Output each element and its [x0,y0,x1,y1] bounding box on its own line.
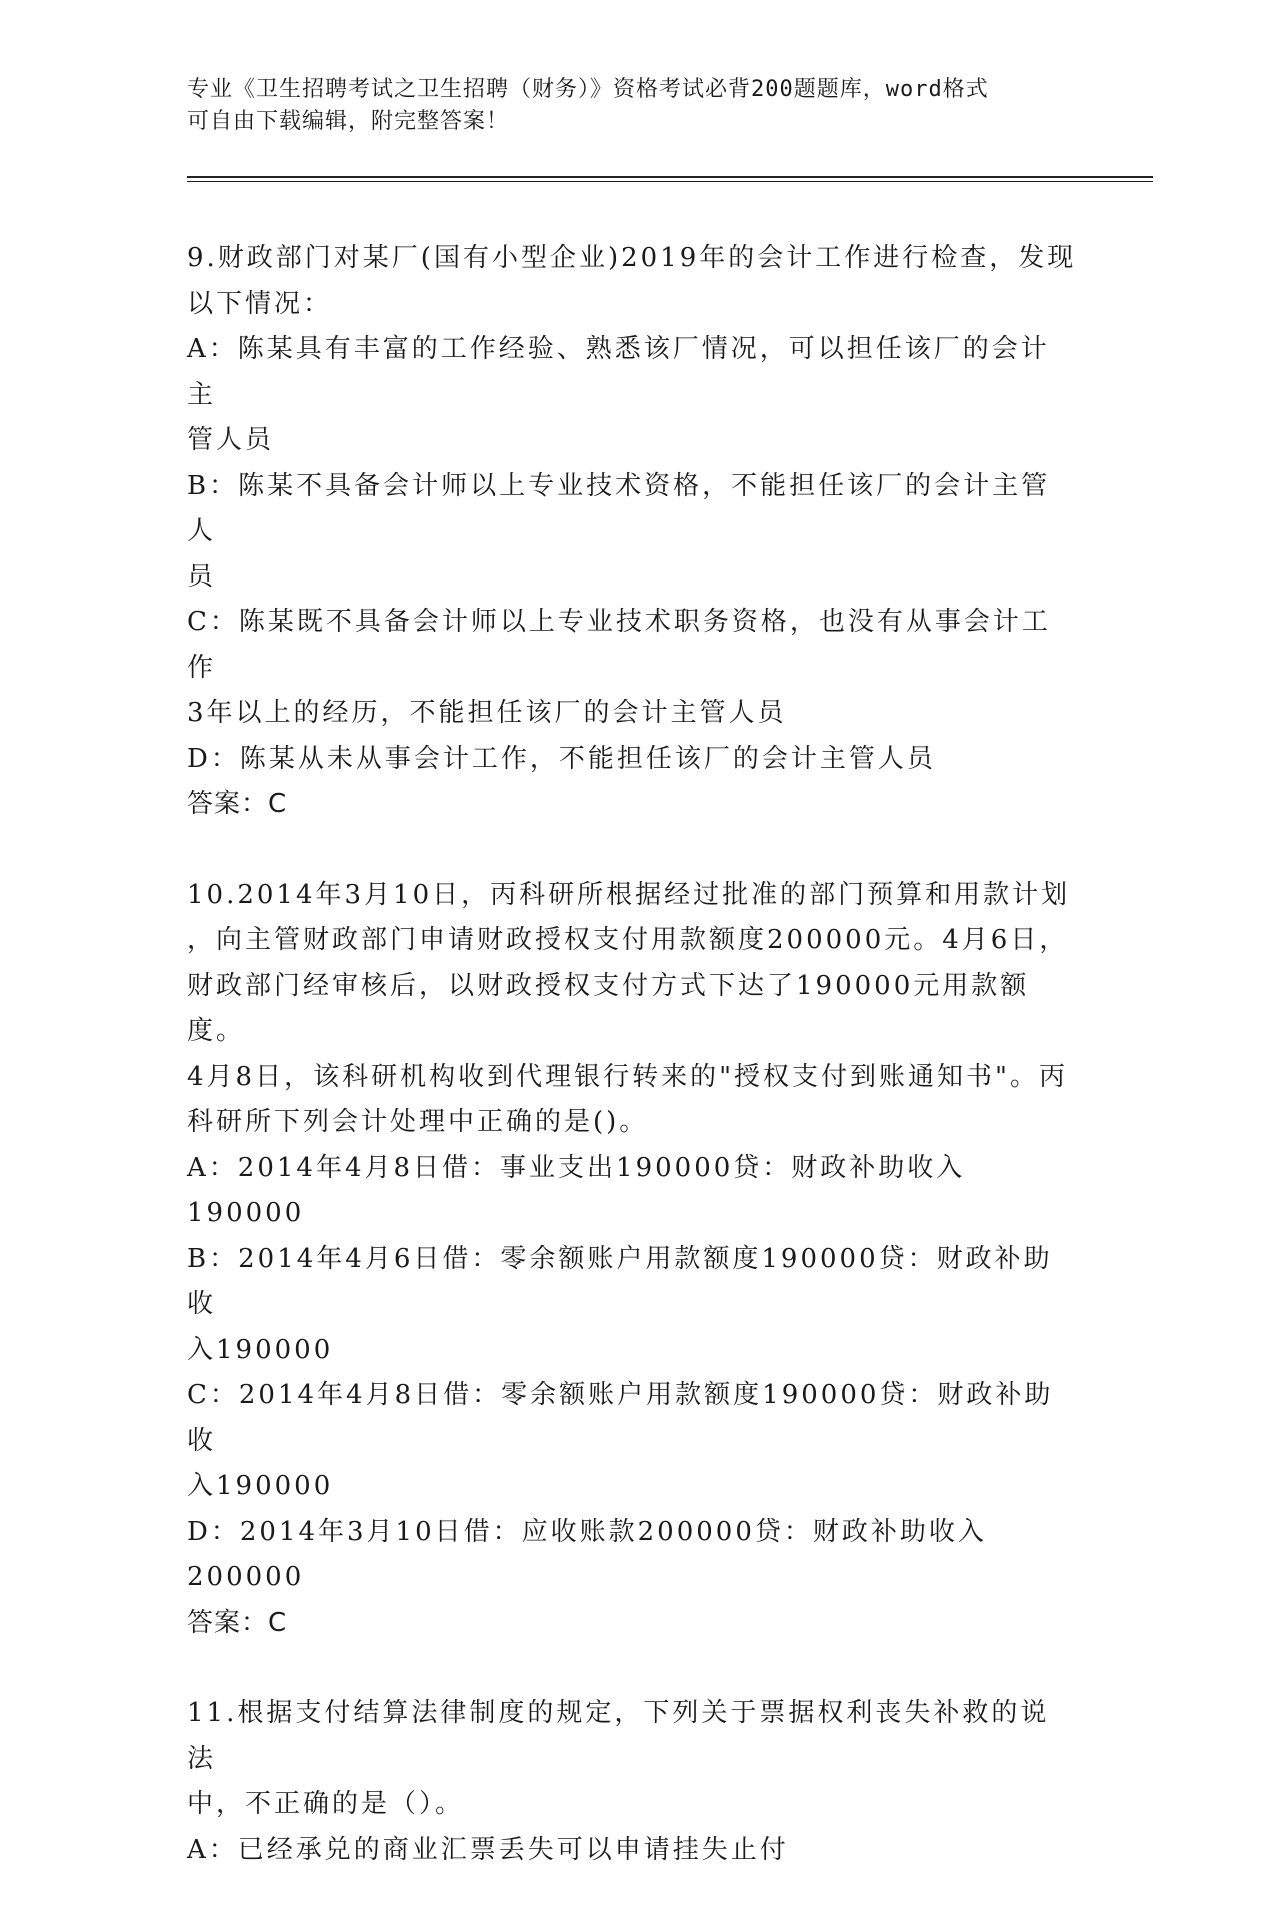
option-c: C：2014年4月8日借：零余额账户用款额度190000贷：财政补助收 [187,1380,1054,1456]
option-b-continued: 员 [187,561,217,592]
option-a: A：已经承兑的商业汇票丢失可以申请挂失止付 [187,1834,789,1865]
option-c: C：陈某既不具备会计师以上专业技术职务资格，也没有从事会计工作 [187,607,1051,683]
question-text: 中，不正确的是（）。 [187,1789,465,1819]
option-b: B：陈某不具备会计师以上专业技术资格，不能担任该厂的会计主管人 [187,470,1051,546]
question-text: ，向主管财政部门申请财政授权支付用款额度200000元。4月6日， [187,925,1069,955]
question-text: 财政部门经审核后，以财政授权支付方式下达了190000元用款额度。 [187,970,1030,1046]
question-10 [187,873,1077,1647]
question-text: 11.根据支付结算法律制度的规定，下列关于票据权利丧失补救的说法 [187,1698,1050,1774]
header-divider-thick [187,176,1153,178]
option-d: D：2014年3月10日借：应收账款200000贷：财政补助收入200000 [187,1516,987,1592]
question-text: 9.财政部门对某厂(国有小型企业)2019年的会计工作进行检查，发现 [187,243,1077,273]
question-9 [187,236,1077,828]
question-text: 科研所下列会计处理中正确的是()。 [187,1107,649,1137]
question-text: 10.2014年3月10日，丙科研所根据经过批准的部门预算和用款计划 [187,879,1071,910]
header-line-1: 专业《卫生招聘考试之卫生招聘（财务）》资格考试必背200题题库，word格式 [187,77,989,102]
option-d: D：陈某从未从事会计工作，不能担任该厂的会计主管人员 [187,743,936,774]
option-c-continued: 入190000 [187,1471,334,1501]
option-a-continued: 管人员 [187,425,275,455]
question-11 [187,1691,1077,1873]
answer: 答案：C [187,1607,288,1638]
question-list [187,236,1077,1918]
answer: 答案：C [187,789,288,819]
option-b: B：2014年4月6日借：零余额账户用款额度190000贷：财政补助收 [187,1243,1053,1319]
page-header [187,74,1067,138]
option-a: A：2014年4月8日借：事业支出190000贷：财政补助收入190000 [187,1152,966,1228]
option-a: A：陈某具有丰富的工作经验、熟悉该厂情况，可以担任该厂的会计主 [187,334,1050,410]
question-text: 4月8日，该科研机构收到代理银行转来的"授权支付到账通知书"。丙 [187,1061,1069,1092]
header-divider-thin [187,181,1153,182]
question-text: 以下情况： [187,288,333,319]
header-line-2: 可自由下载编辑，附完整答案！ [187,109,510,134]
option-c-continued: 3年以上的经历，不能担任该厂的会计主管人员 [187,698,787,728]
option-b-continued: 入190000 [187,1334,334,1365]
